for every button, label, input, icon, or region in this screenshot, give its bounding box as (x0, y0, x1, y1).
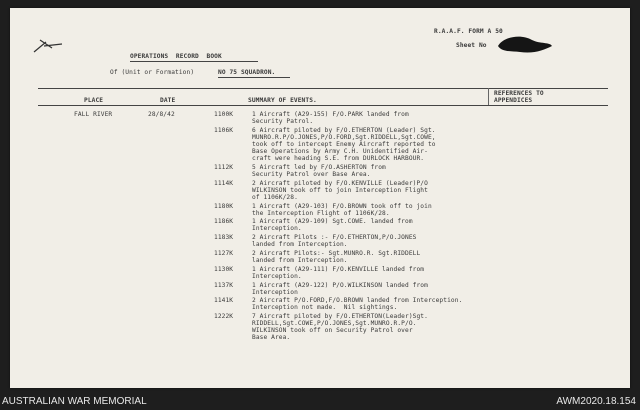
entry-text: 2 Aircraft P/O.FORD,F/O.BROWN landed from Interception. Interception not made. Nil sightings. (252, 297, 463, 312)
entry-time: 1222K (214, 313, 234, 321)
entry-text: 2 Aircraft Pilots:- Sgt.MUNRO.R. Sgt.RIDDELL landed from Interception. (252, 250, 421, 265)
entry-time: 1127K (214, 250, 234, 257)
form-label: R.A.A.F. FORM A 50 (434, 28, 503, 35)
entry-time: 1180K (214, 202, 234, 210)
date-cell: 28/8/42 (148, 111, 175, 118)
header-rule-bottom (38, 105, 608, 106)
entry-text: 1 Aircraft (A29-103) F/O.BROWN took off to join the Interception Flight of 1106K/28. (252, 202, 432, 217)
entry-text: 1 Aircraft (A29-109) Sgt.COWE. landed from Interception. (252, 218, 413, 233)
references-column-divider (488, 88, 489, 105)
col-header-summary: SUMMARY OF EVENTS. (248, 97, 317, 104)
entry-time: 1130K (214, 265, 234, 273)
unit-underline (218, 77, 290, 78)
entry-text: 2 Aircraft Pilots :- F/O.ETHERTON,P/O.JONES landed from Interception. (252, 234, 417, 249)
entry-time: 1106K (214, 126, 234, 134)
entry-text: 7 Aircraft piloted by F/O.ETHERTON(Leader)Sgt. RIDDELL,Sgt.COWE,P/O.JONES,Sgt.MUNRO.R.P/O. WILKINSON took off on Security Patrol over Base Area. (252, 313, 428, 342)
entry-text: 5 Aircraft led by F/O.ASHERTON from Security Patrol over Base Area. (252, 163, 386, 178)
entry-time: 1114K (214, 179, 234, 187)
place-cell: FALL RIVER (74, 111, 113, 118)
entry-time: 1141K (214, 297, 234, 305)
entry-text: 1 Aircraft (A29-155) F/O.PARK landed from Security Patrol. (252, 111, 409, 126)
ink-blot-icon (494, 32, 554, 58)
entry-time: 1112K (214, 163, 234, 171)
pen-mark-icon (32, 36, 72, 56)
page-title: OPERATIONS RECORD BOOK (130, 53, 222, 60)
entry-time: 1183K (214, 234, 234, 242)
col-header-date: DATE (160, 97, 176, 104)
footer-accession: AWM2020.18.154 (556, 396, 636, 407)
entry-text: 1 Aircraft (A29-111) F/O.KENVILLE landed from Interception. (252, 265, 425, 280)
unit-label: Of (Unit or Formation) (110, 69, 195, 76)
footer-credit: AUSTRALIAN WAR MEMORIAL (2, 396, 147, 407)
header-rule-top (38, 88, 608, 89)
entry-time: 1186K (214, 218, 234, 226)
title-underline (130, 61, 258, 62)
entry-text: 2 Aircraft piloted by F/O.KENVILLE (Leader)P/O WILKINSON took off to join Interception Flight of 1106K/28. (252, 179, 428, 201)
col-header-place: PLACE (84, 97, 104, 104)
entry-text: 1 Aircraft (A29-122) P/O.WILKINSON landed from Interception (252, 281, 428, 296)
col-header-references: REFERENCES TO APPENDICES (494, 90, 544, 105)
entry-time: 1100K (214, 111, 234, 118)
entry-time: 1137K (214, 281, 234, 289)
sheet-label: Sheet No (456, 42, 487, 49)
entry-text: 6 Aircraft piloted by F/O.ETHERTON (Leader) Sgt. MUNRO.R.P/O.JONES,P/O.FORD,Sgt.RIDDELL,Sgt.COWE, took off to intercept Enemy Aircraft reported to Base Operations by Army C.H. Unidentified Air- craft were heading S.E. from DURLOCK HARBOUR. (252, 126, 436, 163)
record-sheet (10, 8, 630, 388)
unit-value: NO 75 SQUADRON. (218, 69, 276, 76)
